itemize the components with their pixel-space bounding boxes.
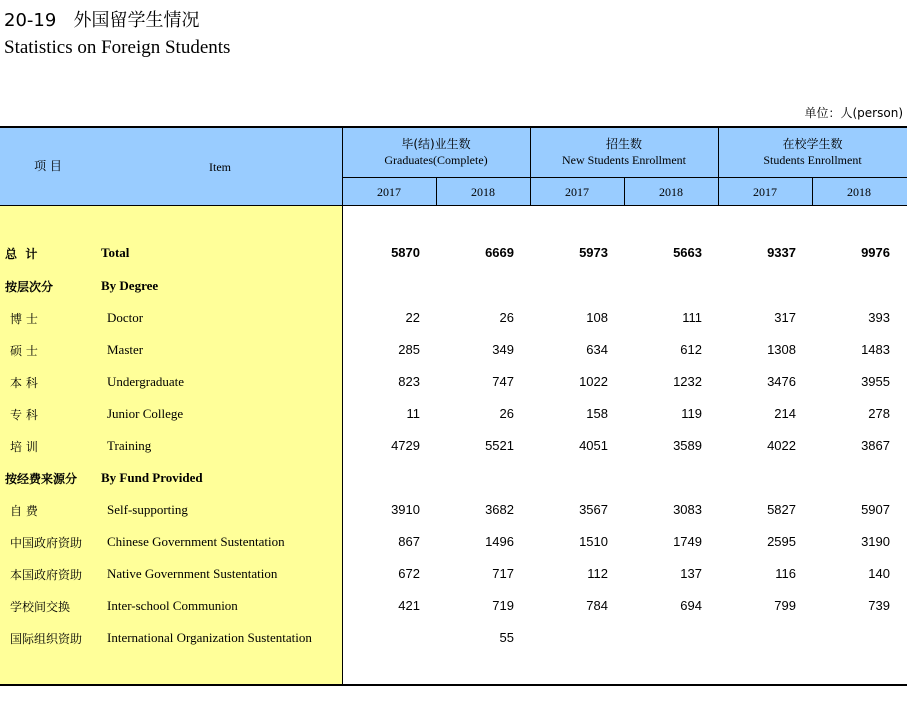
value-cell: 26	[499, 310, 514, 325]
table-row	[0, 374, 907, 394]
value-cell: 5973	[579, 245, 608, 260]
row-label-cn: 中国政府资助	[10, 536, 83, 550]
row-label-en: By Degree	[101, 278, 159, 293]
value-cell: 823	[398, 374, 420, 389]
item-header-cn: 项 目	[34, 159, 62, 173]
value-cell: 349	[492, 342, 514, 357]
value-cell: 612	[680, 342, 702, 357]
value-cell: 747	[492, 374, 514, 389]
value-cell: 4051	[579, 438, 608, 453]
value-cell: 11	[406, 406, 420, 421]
value-cell: 278	[868, 406, 890, 421]
row-label-cn: 学校间交换	[10, 600, 71, 614]
value-cell: 214	[774, 406, 796, 421]
row-label-en: Master	[107, 342, 144, 357]
row-label-cn: 总 计	[5, 247, 38, 261]
table-row	[0, 534, 907, 554]
value-cell: 3589	[673, 438, 702, 453]
value-cell: 799	[774, 598, 796, 613]
value-cell: 784	[586, 598, 608, 613]
page-title-en: Statistics on Foreign Students	[4, 37, 231, 58]
value-cell: 2595	[767, 534, 796, 549]
row-label-en: Doctor	[107, 310, 144, 325]
row-label-en: Total	[101, 245, 130, 260]
group-header-students-enrollment: 在校学生数 Students Enrollment	[763, 137, 862, 167]
value-cell: 1232	[673, 374, 702, 389]
row-label-en: Junior College	[107, 406, 184, 421]
row-label-cn: 自 费	[10, 504, 38, 518]
value-cell: 137	[680, 566, 702, 581]
value-cell: 421	[398, 598, 420, 613]
group-header-graduates: 毕(结)业生数 Graduates(Complete)	[384, 137, 488, 167]
row-label-en: International Organization Sustentation	[107, 630, 312, 645]
table-row	[0, 630, 907, 650]
row-label-en: Inter-school Communion	[107, 598, 238, 613]
row-label-cn: 专 科	[10, 408, 38, 422]
bottom-rule	[0, 684, 907, 686]
table-row	[0, 470, 907, 490]
row-label-cn: 博 士	[10, 312, 38, 326]
value-cell: 3955	[861, 374, 890, 389]
year-header: 2017	[565, 185, 589, 199]
year-header: 2018	[659, 185, 683, 199]
row-label-en: Native Government Sustentation	[107, 566, 278, 581]
table-row	[0, 438, 907, 458]
row-label-en: Undergraduate	[107, 374, 185, 389]
value-cell: 672	[398, 566, 420, 581]
table-row	[0, 310, 907, 330]
year-header: 2018	[471, 185, 495, 199]
value-cell: 5907	[861, 502, 890, 517]
table-row	[0, 406, 907, 426]
value-cell: 393	[868, 310, 890, 325]
row-label-cn: 按层次分	[5, 280, 54, 294]
value-cell: 116	[775, 566, 796, 581]
value-cell: 1496	[485, 534, 514, 549]
row-label-en: Training	[107, 438, 152, 453]
row-label-en: Self-supporting	[107, 502, 188, 517]
value-cell: 3567	[579, 502, 608, 517]
value-cell: 1510	[579, 534, 608, 549]
value-cell: 719	[492, 598, 514, 613]
value-cell: 285	[398, 342, 420, 357]
value-cell: 5521	[485, 438, 514, 453]
page-title-cn: 20-19 外国留学生情况	[4, 10, 200, 31]
value-cell: 694	[680, 598, 702, 613]
value-cell: 1749	[673, 534, 702, 549]
row-label-cn: 培 训	[10, 440, 38, 454]
value-cell: 5827	[767, 502, 796, 517]
value-cell: 739	[868, 598, 890, 613]
group-year-separator	[342, 177, 907, 178]
value-cell: 22	[405, 310, 420, 325]
value-cell: 9337	[767, 245, 796, 260]
value-cell: 3682	[485, 502, 514, 517]
row-label-cn: 国际组织资助	[10, 632, 83, 646]
value-cell: 3083	[673, 502, 702, 517]
table-row	[0, 342, 907, 362]
value-cell: 5870	[391, 245, 420, 260]
table-row	[0, 598, 907, 618]
group-header-new-enrollment: 招生数 New Students Enrollment	[562, 137, 686, 167]
value-cell: 112	[587, 566, 608, 581]
value-cell: 634	[586, 342, 608, 357]
value-cell: 3910	[391, 502, 420, 517]
value-cell: 3190	[861, 534, 890, 549]
row-label-cn: 本国政府资助	[10, 568, 83, 582]
table-row	[0, 245, 907, 265]
value-cell: 55	[499, 630, 514, 645]
row-label-en: Chinese Government Sustentation	[107, 534, 285, 549]
year-header: 2017	[377, 185, 401, 199]
row-label-en: By Fund Provided	[101, 470, 203, 485]
value-cell: 140	[868, 566, 890, 581]
value-cell: 26	[499, 406, 514, 421]
value-cell: 9976	[861, 245, 890, 260]
row-label-cn: 按经费来源分	[5, 472, 78, 486]
value-cell: 717	[492, 566, 514, 581]
value-cell: 5663	[673, 245, 702, 260]
value-cell: 317	[774, 310, 796, 325]
value-cell: 867	[398, 534, 420, 549]
table-row	[0, 278, 907, 298]
unit-label: 单位：人(person)	[804, 106, 903, 120]
table-row	[0, 566, 907, 586]
table-row	[0, 502, 907, 522]
value-cell: 1483	[861, 342, 890, 357]
row-label-cn: 硕 士	[10, 344, 38, 358]
value-cell: 108	[586, 310, 608, 325]
value-cell: 3476	[767, 374, 796, 389]
item-header-en: Item	[209, 160, 231, 174]
row-label-cn: 本 科	[10, 376, 38, 390]
value-cell: 3867	[861, 438, 890, 453]
value-cell: 158	[586, 406, 608, 421]
value-cell: 1308	[767, 342, 796, 357]
value-cell: 111	[682, 310, 702, 325]
top-rule	[0, 126, 907, 128]
value-cell: 4729	[391, 438, 420, 453]
value-cell: 6669	[485, 245, 514, 260]
value-cell: 1022	[579, 374, 608, 389]
year-header: 2018	[847, 185, 871, 199]
year-header: 2017	[753, 185, 777, 199]
value-cell: 119	[681, 406, 702, 421]
value-cell: 4022	[767, 438, 796, 453]
